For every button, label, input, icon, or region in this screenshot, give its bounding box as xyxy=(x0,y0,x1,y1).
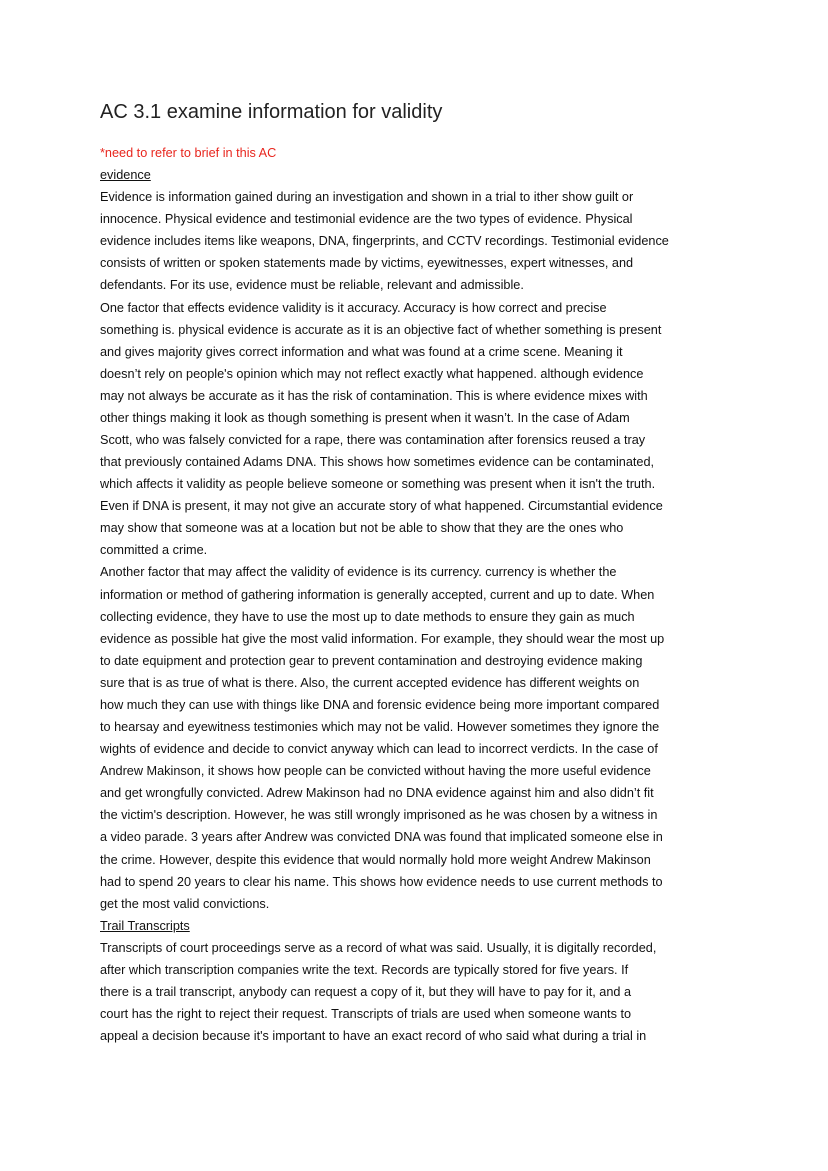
text-line: other things making it look as though something is present when it wasn’t. In the case of Adam xyxy=(100,410,630,425)
text-line: Even if DNA is present, it may not give an accurate story of what happened. Circumstantial evidence xyxy=(100,499,663,514)
text-line: Evidence is information gained during an investigation and shown in a trial to ither show guilt or xyxy=(100,190,634,205)
text-line: Scott, who was falsely convicted for a rape, there was contamination after forensics reused a tray xyxy=(100,433,646,448)
text-line: defendants. For its use, evidence must be reliable, relevant and admissible. xyxy=(100,278,524,293)
text-line: wights of evidence and decide to convict anyway which can lead to incorrect verdicts. In the case of xyxy=(100,742,658,757)
text-line: and gives majority gives correct information and what was found at a crime scene. Meaning it xyxy=(100,344,623,359)
text-line: there is a trail transcript, anybody can request a copy of it, but they will have to pay for it, and a xyxy=(100,984,632,999)
text-line: sure that is as true of what is there. Also, the current accepted evidence has different weights on xyxy=(100,675,640,690)
text-line: innocence. Physical evidence and testimonial evidence are the two types of evidence. Physical xyxy=(100,212,633,227)
text-line: get the most valid convictions. xyxy=(100,896,270,911)
text-line: evidence includes items like weapons, DNA, fingerprints, and CCTV recordings. Testimonial evidence xyxy=(100,234,669,249)
text-line: something is. physical evidence is accurate as it is an objective fact of whether something is present xyxy=(100,322,662,337)
text-line: One factor that effects evidence validity is it accuracy. Accuracy is how correct and precise xyxy=(100,300,607,315)
paragraph xyxy=(100,186,740,296)
paragraph xyxy=(100,297,740,562)
text-line: Another factor that may affect the validity of evidence is its currency. currency is whether the xyxy=(100,565,617,580)
text-line: after which transcription companies write the text. Records are typically stored for five years. If xyxy=(100,962,629,977)
text-line: Transcripts of court proceedings serve as a record of what was said. Usually, it is digitally recorded, xyxy=(100,940,657,955)
brief-note: *need to refer to brief in this AC xyxy=(100,146,277,160)
section-heading: Trail Transcripts xyxy=(100,918,190,933)
paragraph xyxy=(100,561,740,914)
text-line: and get wrongfully convicted. Adrew Makinson had no DNA evidence against him and also didn’t fit xyxy=(100,786,654,801)
document-body xyxy=(100,142,740,1047)
text-line: committed a crime. xyxy=(100,543,208,558)
text-line: the victim's description. However, he was still wrongly imprisoned as he was chosen by a witness in xyxy=(100,808,658,823)
text-line: collecting evidence, they have to use the most up to date methods to ensure they gain as much xyxy=(100,609,635,624)
text-line: had to spend 20 years to clear his name. This shows how evidence needs to use current methods to xyxy=(100,874,663,889)
text-line: how much they can use with things like DNA and forensic evidence being more important compared xyxy=(100,697,660,712)
text-line: the crime. However, despite this evidence that would normally hold more weight Andrew Makinson xyxy=(100,852,651,867)
paragraph xyxy=(100,937,740,1047)
section-heading: evidence xyxy=(100,168,151,183)
text-line: which affects it validity as people believe someone or something was present when it isn't the truth. xyxy=(100,477,656,492)
text-line: information or method of gathering information is generally accepted, current and up to date. When xyxy=(100,587,655,602)
text-line: appeal a decision because it's important to have an exact record of who said what during a trial in xyxy=(100,1029,647,1044)
text-line: may show that someone was at a location but not be able to show that they are the ones who xyxy=(100,521,624,536)
text-line: evidence as possible hat give the most valid information. For example, they should wear the most up xyxy=(100,631,665,646)
text-line: court has the right to reject their request. Transcripts of trials are used when someone wants to xyxy=(100,1007,632,1022)
document-title: AC 3.1 examine information for validity xyxy=(100,101,443,123)
text-line: a video parade. 3 years after Andrew was convicted DNA was found that implicated someone else in xyxy=(100,830,663,845)
text-line: may not always be accurate as it has the risk of contamination. This is where evidence mixes with xyxy=(100,388,648,403)
text-line: Andrew Makinson, it shows how people can be convicted without having the more useful evidence xyxy=(100,764,651,779)
text-line: that previously contained Adams DNA. This shows how sometimes evidence can be contaminated, xyxy=(100,455,655,470)
text-line: consists of written or spoken statements made by victims, eyewitnesses, expert witnesses, and xyxy=(100,256,634,271)
text-line: to date equipment and protection gear to prevent contamination and destroying evidence making xyxy=(100,653,643,668)
text-line: to hearsay and eyewitness testimonies which may not be valid. However sometimes they ignore the xyxy=(100,720,660,735)
text-line: doesn’t rely on people's opinion which may not reflect exactly what happened. although evidence xyxy=(100,366,644,381)
